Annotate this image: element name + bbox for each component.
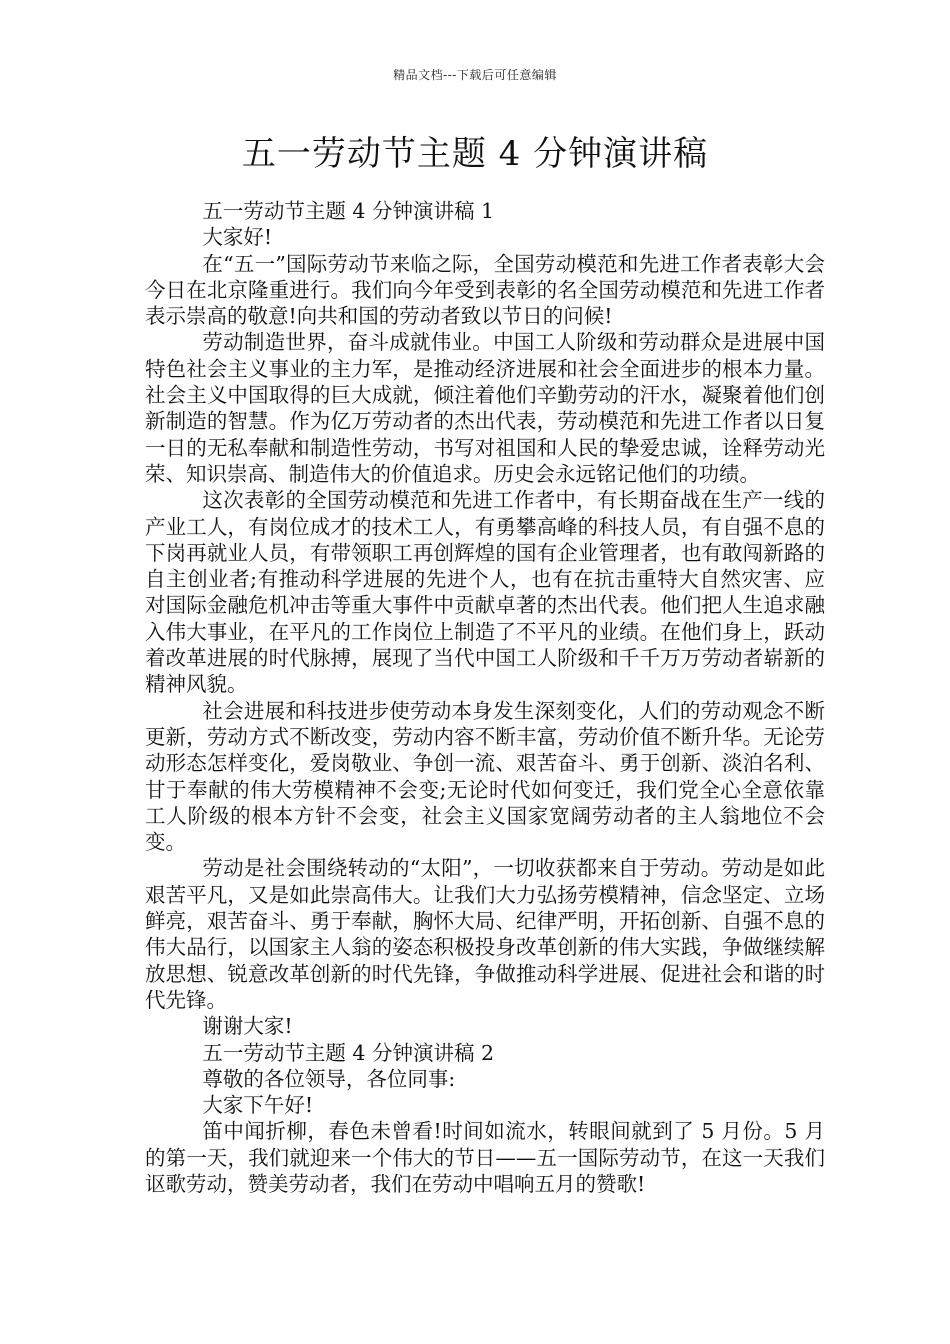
- paragraph: 在“五一”国际劳动节来临之际，全国劳动模范和先进工作者表彰大会今日在北京隆重进行。我们向今年受到表彰的名全国劳动模范和先进工作者表示崇高的敬意!向共和国的劳动者致以节日的问候!: [145, 251, 825, 329]
- closing-thanks: 谢谢大家!: [202, 1014, 293, 1039]
- paragraph: 社会进展和科技进步使劳动本身发生深刻变化，人们的劳动观念不断更新，劳动方式不断改变，劳动内容不断丰富，劳动价值不断升华。无论劳动形态怎样变化，爱岗敬业、争创一流、艰苦奋斗、勇于创新、淡泊名利、甘于奉献的伟大劳模精神不会变;无论时代如何变迁，我们党全心全意依靠工人阶级的根本方针不会变，社会主义国家宽阔劳动者的主人翁地位不会变。: [145, 698, 825, 855]
- salutation: 尊敬的各位领导，各位同事:: [202, 1066, 456, 1091]
- paragraph: 劳动是社会围绕转动的“太阳”，一切收获都来自于劳动。劳动是如此艰苦平凡，又是如此崇高伟大。让我们大力弘扬劳模精神，信念坚定、立场鲜亮，艰苦奋斗、勇于奉献，胸怀大局、纪律严明，开拓创新、自强不息的伟大品行，以国家主人翁的姿态积极投身改革创新的伟大实践，争做继续解放思想、锐意改革创新的时代先锋，争做推动科学进展、促进社会和谐的时代先锋。: [145, 856, 825, 1012]
- header-note: 精品文档---下载后可任意编辑: [393, 68, 557, 82]
- paragraph: 劳动制造世界，奋斗成就伟业。中国工人阶级和劳动群众是进展中国特色社会主义事业的主力军，是推动经济进展和社会全面进步的根本力量。社会主义中国取得的巨大成就，倾注着他们辛勤劳动的汗水，凝聚着他们创新制造的智慧。作为亿万劳动者的杰出代表，劳动模范和先进工作者以日复一日的无私奉献和制造性劳动，书写对祖国和人民的挚爱忠诚，诠释劳动光荣、知识崇高、制造伟大的价值追求。历史会永远铭记他们的功绩。: [145, 330, 825, 486]
- greeting: 大家好!: [202, 225, 273, 250]
- greeting: 大家下午好!: [202, 1093, 314, 1118]
- section-heading-2: 五一劳动节主题 4 分钟演讲稿 2: [202, 1040, 495, 1065]
- section-heading-1: 五一劳动节主题 4 分钟演讲稿 1: [202, 199, 495, 223]
- document-body: [145, 198, 825, 1197]
- paragraph: 笛中闻折柳，春色未曾看!时间如流水，转眼间就到了 5 月份。5 月的第一天，我们就迎来一个伟大的节日——五一国际劳动节，在这一天我们讴歌劳动，赞美劳动者，我们在劳动中唱响五月的赞歌!: [145, 1119, 825, 1196]
- paragraph: 这次表彰的全国劳动模范和先进工作者中，有长期奋战在生产一线的产业工人，有岗位成才的技术工人，有勇攀高峰的科技人员，有自强不息的下岗再就业人员，有带领职工再创辉煌的国有企业管理者，也有敢闯新路的自主创业者;有推动科学进展的先进个人，也有在抗击重特大自然灾害、应对国际金融危机冲击等重大事件中贡献卓著的杰出代表。他们把人生追求融入伟大事业，在平凡的工作岗位上制造了不平凡的业绩。在他们身上，跃动着改革进展的时代脉搏，展现了当代中国工人阶级和千千万万劳动者崭新的精神风貌。: [145, 488, 825, 697]
- document-title: 五一劳动节主题 4 分钟演讲稿: [241, 134, 709, 174]
